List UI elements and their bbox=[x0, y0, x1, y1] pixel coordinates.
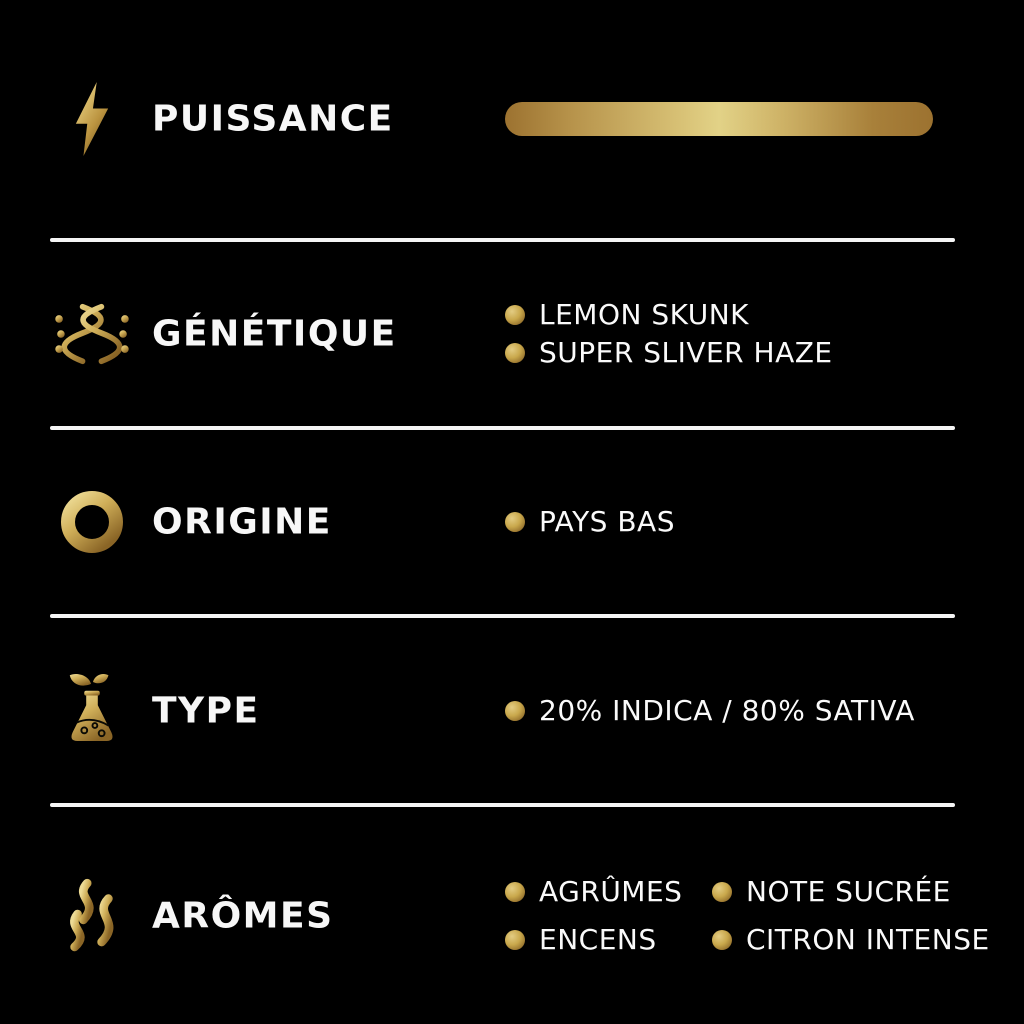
list-item bbox=[505, 692, 915, 730]
bullet-icon bbox=[712, 930, 732, 950]
row-label-origine: ORIGINE bbox=[152, 501, 332, 543]
row-origine bbox=[0, 430, 1024, 614]
list-item bbox=[505, 296, 833, 334]
row-genetique bbox=[0, 242, 1024, 426]
bullet-icon bbox=[505, 305, 525, 325]
list-item bbox=[505, 873, 712, 911]
row-aromes bbox=[0, 807, 1024, 1024]
list-item bbox=[505, 503, 675, 541]
circle-ring-icon bbox=[48, 489, 136, 555]
genetique-item-1: LEMON SKUNK bbox=[539, 298, 750, 331]
arome-item-1: AGRÛMES bbox=[539, 874, 683, 908]
row-puissance bbox=[0, 0, 1024, 238]
bullet-icon bbox=[505, 882, 525, 902]
lightning-icon bbox=[48, 81, 136, 157]
bullet-icon bbox=[712, 882, 732, 902]
row-label-genetique: GÉNÉTIQUE bbox=[152, 313, 397, 355]
list-item bbox=[712, 921, 990, 959]
potency-bar bbox=[505, 102, 933, 136]
type-item-1: 20% INDICA / 80% SATIVA bbox=[539, 693, 915, 727]
flask-sprout-icon bbox=[48, 672, 136, 750]
row-label-aromes: ARÔMES bbox=[152, 895, 334, 936]
row-label-puissance: PUISSANCE bbox=[152, 98, 394, 140]
aroma-waves-icon bbox=[48, 876, 136, 956]
dna-icon bbox=[48, 302, 136, 366]
list-item bbox=[712, 873, 990, 911]
arome-item-3: ENCENS bbox=[539, 922, 657, 956]
row-label-type: TYPE bbox=[152, 690, 260, 731]
bullet-icon bbox=[505, 930, 525, 950]
bullet-icon bbox=[505, 343, 525, 363]
bullet-icon bbox=[505, 701, 525, 721]
arome-item-4: CITRON INTENSE bbox=[746, 922, 990, 956]
genetique-item-2: SUPER SLIVER HAZE bbox=[539, 336, 833, 369]
list-item bbox=[505, 921, 712, 959]
origine-item-1: PAYS BAS bbox=[539, 505, 675, 538]
arome-item-2: NOTE SUCRÉE bbox=[746, 874, 951, 908]
list-item bbox=[505, 334, 833, 372]
row-type bbox=[0, 618, 1024, 803]
bullet-icon bbox=[505, 512, 525, 532]
